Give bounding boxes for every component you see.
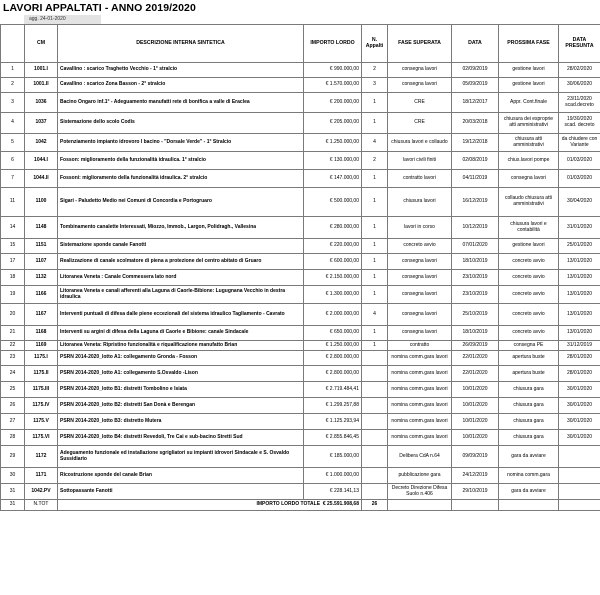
row-phase-done: lavori in corso [388, 217, 452, 239]
row-date: 29/10/2019 [452, 484, 499, 500]
row-contracts [362, 414, 388, 430]
row-contracts: 1 [362, 270, 388, 286]
row-date: 26/09/2019 [452, 341, 499, 351]
row-cm: 1148 [25, 217, 58, 239]
row-expected-date: 31/12/2019 [559, 341, 600, 351]
row-date: 20/03/2018 [452, 113, 499, 134]
row-cm: 1151 [25, 239, 58, 254]
row-num: 2 [1, 78, 25, 93]
row-phase-done: consegna lavori [388, 326, 452, 341]
row-next-phase: concreto avvio [499, 270, 559, 286]
row-contracts [362, 430, 388, 446]
row-phase-done: consegna lavori [388, 78, 452, 93]
row-description: Sistemazione sponde canale Fanotti [58, 239, 304, 254]
row-cm: 1175.II [25, 366, 58, 382]
row-num: 22 [1, 341, 25, 351]
header-next-phase: PROSSIMA FASE [499, 25, 559, 63]
row-contracts [362, 484, 388, 500]
row-cm: 1036 [25, 93, 58, 113]
row-phase-done: Delibera CdA n.64 [388, 446, 452, 468]
table-row [1, 366, 600, 382]
row-cm: 1167 [25, 304, 58, 326]
row-num: 20 [1, 304, 25, 326]
row-phase-done: nomina comm.gara lavori [388, 366, 452, 382]
row-date: 04/11/2019 [452, 170, 499, 188]
row-expected-date: 30/01/2020 [559, 414, 600, 430]
row-date: 02/09/2019 [452, 63, 499, 78]
row-amount: € 1.300.000,00 [304, 286, 362, 304]
row-next-phase: gara da avviare [499, 484, 559, 500]
table-row [1, 414, 600, 430]
row-contracts: 1 [362, 254, 388, 270]
row-next-phase: gara da avviare [499, 446, 559, 468]
row-expected-date: 13/01/2020 [559, 254, 600, 270]
row-num: 4 [1, 113, 25, 134]
row-description: Litoranea Veneta: Ripristino funzionalità e riqualificazione manufatto Brian [58, 341, 304, 351]
row-cm: 1166 [25, 286, 58, 304]
row-next-phase: Appr. Cont.finale [499, 93, 559, 113]
row-expected-date: 30/01/2020 [559, 382, 600, 398]
row-next-phase: chiusura gara [499, 414, 559, 430]
row-cm: 1042 [25, 134, 58, 152]
table-row [1, 254, 600, 270]
row-description: Ricostruzione sponde del canale Brian [58, 468, 304, 484]
row-amount: € 1.250.000,00 [304, 341, 362, 351]
row-contracts [362, 366, 388, 382]
row-phase-done: concreto avvio [388, 239, 452, 254]
row-contracts: 4 [362, 304, 388, 326]
row-cm: 1001.I [25, 63, 58, 78]
row-next-phase: chiusura dei esproprie atti amministrativi [499, 113, 559, 134]
row-date: 10/01/2020 [452, 430, 499, 446]
header-expected-date: DATA PRESUNTA [559, 25, 600, 63]
row-description: PSRN 2014-2020_lotto A1: collegamento S.Osvaldo -Lison [58, 366, 304, 382]
row-date: 16/12/2019 [452, 188, 499, 217]
row-phase-done: contratto [388, 341, 452, 351]
header-contracts: N. Appalti [362, 25, 388, 63]
row-description: Sistemazione dello scolo Codis [58, 113, 304, 134]
row-next-phase: chiusura gara [499, 382, 559, 398]
row-num: 6 [1, 152, 25, 170]
row-next-phase: concreto avvio [499, 286, 559, 304]
row-description: Litoranea Veneta : Canale Commessera lato nord [58, 270, 304, 286]
table-row [1, 152, 600, 170]
row-amount: € 2.000.000,00 [304, 304, 362, 326]
total-empty-4 [559, 500, 600, 511]
row-description: Adeguamento funzionale ed installazione sgrigliatori su impianti idrovori Sindacale e S. Osvaldo Sussidiario [58, 446, 304, 468]
row-description: Sottopassante Fanotti [58, 484, 304, 500]
row-num: 26 [1, 398, 25, 414]
row-date: 05/09/2019 [452, 78, 499, 93]
table-row [1, 63, 600, 78]
row-num: 17 [1, 254, 25, 270]
row-next-phase: gestione lavori [499, 78, 559, 93]
row-next-phase: consegna lavori [499, 170, 559, 188]
row-cm: 1175.VI [25, 430, 58, 446]
row-contracts: 1 [362, 341, 388, 351]
row-amount: € 1.000.000,00 [304, 468, 362, 484]
row-expected-date [559, 468, 600, 484]
table-row [1, 270, 600, 286]
header-num [1, 25, 25, 63]
page-title: LAVORI APPALTATI - ANNO 2019/2020 [3, 2, 196, 14]
row-amount: € 205.000,00 [304, 113, 362, 134]
row-contracts: 1 [362, 170, 388, 188]
row-amount: € 200.000,00 [304, 93, 362, 113]
table-body [1, 63, 600, 500]
header-amount: IMPORTO LORDO [304, 25, 362, 63]
row-description: Bacino Ongaro inf.1° - Adeguamento manufatti rete di bonifica a valle di Eraclea [58, 93, 304, 113]
row-expected-date: 30/01/2020 [559, 398, 600, 414]
row-contracts: 3 [362, 78, 388, 93]
row-phase-done: lavori civili finiti [388, 152, 452, 170]
row-amount: € 130.000,00 [304, 152, 362, 170]
row-next-phase: chiusura atti amministrativi [499, 134, 559, 152]
row-amount: € 147.000,00 [304, 170, 362, 188]
table-row [1, 239, 600, 254]
row-contracts [362, 468, 388, 484]
row-num: 19 [1, 286, 25, 304]
row-contracts: 1 [362, 239, 388, 254]
row-date: 09/09/2019 [452, 446, 499, 468]
total-empty-2 [452, 500, 499, 511]
row-description: Cavallino : scarico Zona Basson - 2° stralcio [58, 78, 304, 93]
row-cm: 1132 [25, 270, 58, 286]
row-expected-date: da chiudere con Variante [559, 134, 600, 152]
row-phase-done: CRE [388, 93, 452, 113]
row-cm: 1044.II [25, 170, 58, 188]
table-row [1, 326, 600, 341]
row-phase-done: nomina comm.gara lavori [388, 398, 452, 414]
row-amount: € 185.000,00 [304, 446, 362, 468]
row-num: 24 [1, 366, 25, 382]
row-cm: 1175.V [25, 414, 58, 430]
table-row [1, 430, 600, 446]
row-contracts: 1 [362, 188, 388, 217]
row-next-phase: concreto avvio [499, 326, 559, 341]
row-cm: 1171 [25, 468, 58, 484]
row-amount: € 228.141,13 [304, 484, 362, 500]
row-next-phase: concreto avvio [499, 254, 559, 270]
total-count: 26 [362, 500, 388, 511]
row-amount: € 650.000,00 [304, 326, 362, 341]
row-cm: 1168 [25, 326, 58, 341]
row-amount: € 2.855.846,45 [304, 430, 362, 446]
row-num: 30 [1, 468, 25, 484]
row-amount: € 280.000,00 [304, 217, 362, 239]
row-cm: 1172 [25, 446, 58, 468]
row-amount: € 2.800.000,00 [304, 366, 362, 382]
row-cm: 1169 [25, 341, 58, 351]
row-description: PSRN 2014-2020_lotto B4: distretti Revedoli, Tre Cai e sub-bacino Stretti Sud [58, 430, 304, 446]
row-next-phase: consegna PE [499, 341, 559, 351]
row-next-phase: gestione lavori [499, 239, 559, 254]
row-amount: € 600.000,00 [304, 254, 362, 270]
row-expected-date: 30/04/2020 [559, 188, 600, 217]
table-row [1, 484, 600, 500]
row-date: 07/01/2020 [452, 239, 499, 254]
row-contracts [362, 351, 388, 366]
row-num: 28 [1, 430, 25, 446]
row-amount: € 220.000,00 [304, 239, 362, 254]
row-amount: € 2.719.484,41 [304, 382, 362, 398]
row-date: 10/12/2019 [452, 217, 499, 239]
total-label: IMPORTO LORDO TOTALE [256, 501, 321, 508]
row-amount: € 1.299.257,88 [304, 398, 362, 414]
row-date: 22/01/2020 [452, 351, 499, 366]
row-amount: € 990.000,00 [304, 63, 362, 78]
row-num: 25 [1, 382, 25, 398]
row-amount: € 1.125.293,94 [304, 414, 362, 430]
row-description: PSRN 2014-2020_lotto A1: collegamento Gronda - Fosson [58, 351, 304, 366]
row-next-phase: apertura buste [499, 351, 559, 366]
row-expected-date: 28/01/2020 [559, 366, 600, 382]
table-row [1, 304, 600, 326]
row-contracts [362, 398, 388, 414]
row-date: 19/12/2018 [452, 134, 499, 152]
row-description: Potenziamento impianto idrovoro I bacino - "Dorsale Verde" - 1° Stralcio [58, 134, 304, 152]
row-contracts: 1 [362, 93, 388, 113]
row-date: 23/10/2019 [452, 270, 499, 286]
total-label-cell [58, 500, 362, 511]
row-next-phase: nomina comm.gara [499, 468, 559, 484]
table-row [1, 170, 600, 188]
row-phase-done: consegna lavori [388, 63, 452, 78]
row-expected-date: 28/01/2020 [559, 351, 600, 366]
row-num: 23 [1, 351, 25, 366]
row-num: 15 [1, 239, 25, 254]
row-phase-done: CRE [388, 113, 452, 134]
row-amount: € 2.800.000,00 [304, 351, 362, 366]
row-expected-date: 13/01/2020 [559, 304, 600, 326]
row-expected-date: 01/03/2020 [559, 170, 600, 188]
row-date: 10/01/2020 [452, 414, 499, 430]
row-phase-done: nomina comm.gara lavori [388, 351, 452, 366]
row-date: 22/01/2020 [452, 366, 499, 382]
row-num: 27 [1, 414, 25, 430]
row-date: 23/10/2019 [452, 286, 499, 304]
total-amount: € 25.591.908,68 [322, 501, 359, 508]
row-description: Fossoni: miglioramento della funzionalità idraulica. 2° stralcio [58, 170, 304, 188]
row-amount: € 2.150.000,00 [304, 270, 362, 286]
row-next-phase: concreto avvio [499, 304, 559, 326]
row-amount: € 500.000,00 [304, 188, 362, 217]
row-phase-done: nomina comm.gara lavori [388, 430, 452, 446]
row-cm: 1107 [25, 254, 58, 270]
row-expected-date: 28/02/2020 [559, 63, 600, 78]
row-next-phase: gestione lavori [499, 63, 559, 78]
row-description: PSRN 2014-2020_lotto B2: distretti San Donà e Berengan [58, 398, 304, 414]
table-row [1, 217, 600, 239]
row-num: 11 [1, 188, 25, 217]
row-contracts [362, 382, 388, 398]
row-phase-done: nomina comm.gara lavori [388, 382, 452, 398]
row-cm: 1042.PV [25, 484, 58, 500]
row-num: 18 [1, 270, 25, 286]
row-cm: 1100 [25, 188, 58, 217]
row-date: 18/12/2017 [452, 93, 499, 113]
total-row [1, 500, 600, 511]
total-empty-1 [388, 500, 452, 511]
row-num: 21 [1, 326, 25, 341]
row-next-phase: collaudo chiusura atti amministrativi [499, 188, 559, 217]
row-num: 3 [1, 93, 25, 113]
row-num: 5 [1, 134, 25, 152]
row-date: 24/12/2019 [452, 468, 499, 484]
row-phase-done: consegna lavori [388, 270, 452, 286]
row-expected-date [559, 484, 600, 500]
row-contracts: 2 [362, 63, 388, 78]
row-contracts: 4 [362, 134, 388, 152]
table-row [1, 134, 600, 152]
table-row [1, 93, 600, 113]
total-num: 31 [1, 500, 25, 511]
row-phase-done: consegna lavori [388, 286, 452, 304]
row-num: 14 [1, 217, 25, 239]
row-cm: 1037 [25, 113, 58, 134]
row-cm: 1175.III [25, 382, 58, 398]
row-expected-date [559, 446, 600, 468]
row-description: Litoranea Veneta e canali afferenti alla Laguna di Caorle-Bibione: Lugugnana Vecchio in destra idraulica [58, 286, 304, 304]
table-row [1, 398, 600, 414]
row-description: Tombinamento canalette Interessati, Miozzo, Immob., Largon, Polidragh., Vallesina [58, 217, 304, 239]
row-phase-done: contratto lavori [388, 170, 452, 188]
row-expected-date: 30/01/2020 [559, 430, 600, 446]
table-row [1, 286, 600, 304]
row-next-phase: chiusura gara [499, 430, 559, 446]
header-date: DATA [452, 25, 499, 63]
row-phase-done: Decreto Direzione Difesa Suolo n.406 [388, 484, 452, 500]
row-contracts: 2 [362, 152, 388, 170]
row-next-phase: chiusura lavori e contabilità [499, 217, 559, 239]
row-amount: € 1.250.000,00 [304, 134, 362, 152]
header-phase-done: FASE SUPERATA [388, 25, 452, 63]
row-cm: 1001.II [25, 78, 58, 93]
row-contracts: 1 [362, 217, 388, 239]
row-expected-date: 01/03/2020 [559, 152, 600, 170]
row-phase-done: nomina comm.gara lavori [388, 414, 452, 430]
row-description: PSRN 2014-2020_lotto B3: distretto Mutera [58, 414, 304, 430]
row-date: 10/01/2020 [452, 398, 499, 414]
row-contracts [362, 446, 388, 468]
row-expected-date: 13/01/2020 [559, 270, 600, 286]
row-num: 31 [1, 484, 25, 500]
header-row [1, 25, 600, 63]
row-num: 29 [1, 446, 25, 468]
row-description: Fosson: miglioramento della funzionalità idraulica. 1° stralcio [58, 152, 304, 170]
table-row [1, 446, 600, 468]
header-description: DESCRIZIONE INTERNA SINTETICA [58, 25, 304, 63]
row-expected-date: 25/01/2020 [559, 239, 600, 254]
update-date: agg. 24-01-2020 [24, 15, 101, 24]
row-phase-done: consegna lavori [388, 304, 452, 326]
row-expected-date: 13/01/2020 [559, 326, 600, 341]
row-description: Sigari - Paludetto Medio nei Comuni di Concordia e Portogruaro [58, 188, 304, 217]
table-row [1, 468, 600, 484]
row-description: Interventi puntuali di difesa dalle piene eccezionali del sistema idraulico Tagliamento - Cavrato [58, 304, 304, 326]
row-expected-date: 30/06/2020 [559, 78, 600, 93]
row-phase-done: consegna lavori [388, 254, 452, 270]
row-expected-date: 23/11/2020 scad.decreto [559, 93, 600, 113]
table-row [1, 188, 600, 217]
row-expected-date: 13/01/2020 [559, 286, 600, 304]
row-date: 10/01/2020 [452, 382, 499, 398]
row-expected-date: 31/01/2020 [559, 217, 600, 239]
row-expected-date: 19/30/2020 scad. decreto [559, 113, 600, 134]
row-next-phase: chius.lavori pompe [499, 152, 559, 170]
row-contracts: 1 [362, 113, 388, 134]
table-row [1, 382, 600, 398]
row-description: Interventi su argini di difesa della Laguna di Caorle e Bibione: canale Sindacale [58, 326, 304, 341]
row-phase-done: pubblicazione gara [388, 468, 452, 484]
row-date: 18/10/2019 [452, 326, 499, 341]
row-description: PSRN 2014-2020_lotto B1: distretti Tombolino e Isiata [58, 382, 304, 398]
row-contracts: 1 [362, 286, 388, 304]
row-description: Cavallino : scarico Traghetto Vecchio - 1° stralcio [58, 63, 304, 78]
row-description: Realizzazione di canale scolmatore di piena a protezione del centro abitato di Gruaro [58, 254, 304, 270]
row-num: 7 [1, 170, 25, 188]
row-date: 25/10/2019 [452, 304, 499, 326]
row-cm: 1044.I [25, 152, 58, 170]
row-phase-done: chiusura lavori [388, 188, 452, 217]
row-num: 1 [1, 63, 25, 78]
total-cm: N.TOT [25, 500, 58, 511]
table-row [1, 78, 600, 93]
row-amount: € 1.570.000,00 [304, 78, 362, 93]
total-empty-3 [499, 500, 559, 511]
row-next-phase: chiusura gara [499, 398, 559, 414]
row-cm: 1175.IV [25, 398, 58, 414]
works-table [0, 24, 600, 511]
row-phase-done: chiusura lavori e collaudo [388, 134, 452, 152]
row-date: 02/08/2019 [452, 152, 499, 170]
table-row [1, 113, 600, 134]
header-cm: CM [25, 25, 58, 63]
row-contracts: 1 [362, 326, 388, 341]
table-row [1, 351, 600, 366]
row-next-phase: apertura buste [499, 366, 559, 382]
table-row [1, 341, 600, 351]
row-date: 18/10/2019 [452, 254, 499, 270]
row-cm: 1175.I [25, 351, 58, 366]
